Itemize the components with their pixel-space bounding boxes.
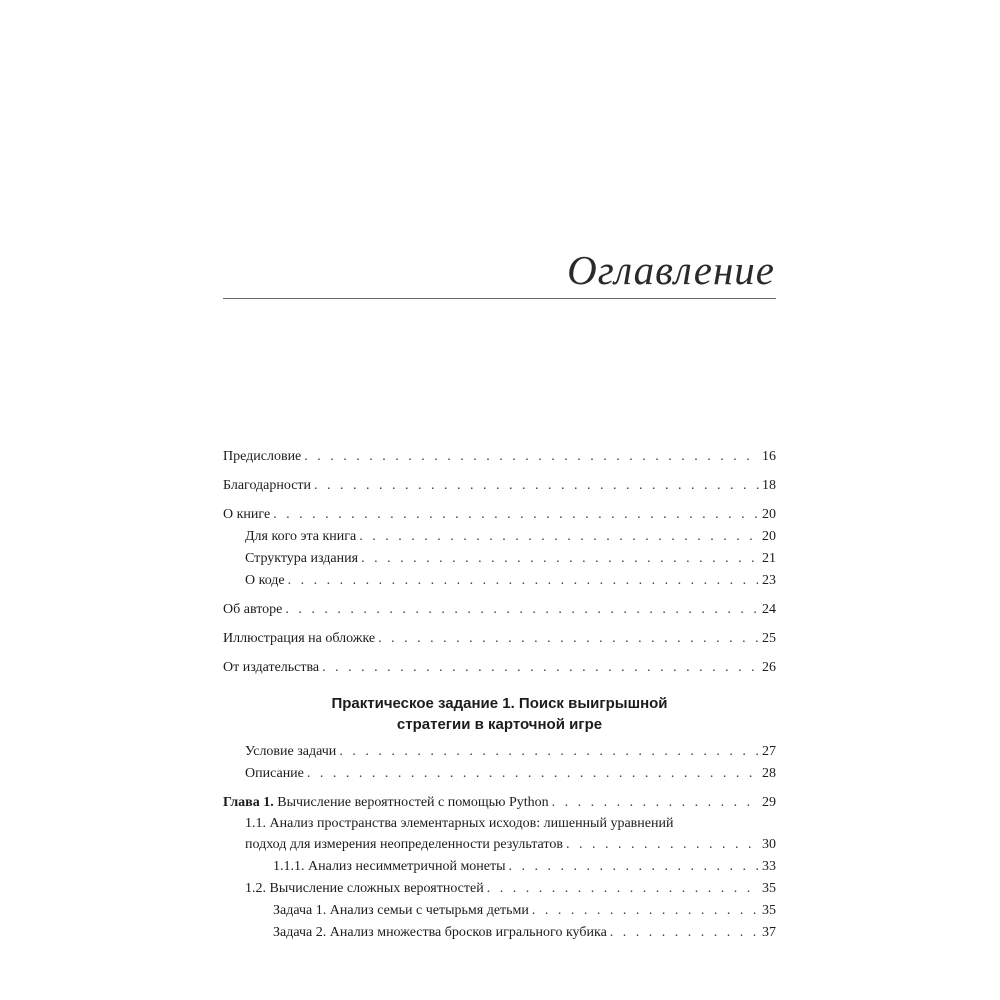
toc-entry-title: 1.2. Вычисление сложных вероятностей (245, 881, 484, 896)
toc-page-number: 20 (762, 507, 776, 522)
toc-page-number: 30 (762, 837, 776, 852)
toc-entry-title: Вычисление вероятностей с помощью Python (277, 795, 549, 810)
dot-leader (322, 657, 759, 679)
toc-page-number: 33 (762, 859, 776, 874)
dot-leader (285, 599, 759, 621)
dot-leader (378, 628, 759, 650)
toc-page-number: 37 (762, 925, 776, 940)
table-of-contents (223, 446, 776, 944)
title-rule (223, 298, 776, 299)
page-title: Оглавление (567, 247, 775, 293)
toc-page-number: 35 (762, 903, 776, 918)
toc-entry-cover (223, 628, 776, 650)
toc-entry-title: Задача 2. Анализ множества бросков игрального кубика (273, 925, 607, 940)
toc-entry-section-1-1-1 (223, 856, 776, 878)
toc-entry-publisher (223, 657, 776, 679)
toc-page-number: 25 (762, 631, 776, 646)
toc-entry-title: О книге (223, 507, 271, 522)
dot-leader (314, 475, 759, 497)
toc-page-number: 16 (762, 449, 776, 464)
toc-entry-title-line: 1.1. Анализ пространства элементарных исходов: лишенный уравнений (245, 816, 674, 831)
toc-entry-description (223, 763, 776, 785)
dot-leader (566, 834, 759, 856)
toc-entry-title: Об авторе (223, 602, 283, 617)
toc-entry-title: Иллюстрация на обложке (223, 631, 376, 646)
dot-leader (339, 741, 759, 763)
dot-leader (552, 792, 759, 814)
toc-page-number: 21 (762, 551, 776, 566)
dot-leader (273, 504, 759, 526)
practice-task-heading (223, 693, 776, 735)
toc-entry-about-author (223, 599, 776, 621)
toc-entry-section-1-2 (223, 878, 776, 900)
toc-entry-title: Предисловие (223, 449, 302, 464)
toc-entry-task-2 (223, 922, 776, 944)
toc-entry-for-whom (223, 526, 776, 548)
toc-entry-task-1 (223, 900, 776, 922)
toc-page-number: 20 (762, 529, 776, 544)
dot-leader (304, 446, 759, 468)
toc-entry-title: Для кого эта книга (245, 529, 357, 544)
toc-page-number: 26 (762, 660, 776, 675)
toc-entry-title: Задача 1. Анализ семьи с четырьмя детьми (273, 903, 529, 918)
toc-page-number: 35 (762, 881, 776, 896)
toc-entry-preface (223, 446, 776, 468)
chapter-label: Глава 1. (223, 795, 274, 810)
toc-page-number: 18 (762, 478, 776, 493)
toc-page-number: 29 (762, 795, 776, 810)
toc-entry-thanks (223, 475, 776, 497)
toc-entry-about-book (223, 504, 776, 526)
dot-leader (487, 878, 759, 900)
practice-task-heading-line: Практическое задание 1. Поиск выигрышной (331, 695, 668, 712)
toc-entry-title: Структура издания (245, 551, 359, 566)
toc-entry-title: 1.1.1. Анализ несимметричной монеты (273, 859, 506, 874)
toc-entry-structure (223, 548, 776, 570)
toc-entry-title: подход для измерения неопределенности результатов (245, 837, 563, 852)
toc-entry-title: Условие задачи (245, 744, 337, 759)
dot-leader (307, 763, 759, 785)
toc-page-number: 28 (762, 766, 776, 781)
toc-entry-section-1-1 (223, 834, 776, 856)
dot-leader (532, 900, 759, 922)
toc-entry-title: Описание (245, 766, 304, 781)
dot-leader (359, 526, 759, 548)
toc-page-number: 24 (762, 602, 776, 617)
dot-leader (288, 570, 759, 592)
toc-page-number: 23 (762, 573, 776, 588)
practice-task-heading-line: стратегии в карточной игре (396, 716, 603, 733)
toc-entry-title: От издательства (223, 660, 320, 675)
dot-leader (509, 856, 759, 878)
toc-entry-about-code (223, 570, 776, 592)
dot-leader (610, 922, 759, 944)
toc-entry-title: О коде (245, 573, 285, 588)
dot-leader (361, 548, 759, 570)
toc-entry-chapter-1 (223, 792, 776, 814)
toc-entry-title: Благодарности (223, 478, 312, 493)
toc-page-number: 27 (762, 744, 776, 759)
toc-entry-task-condition (223, 741, 776, 763)
